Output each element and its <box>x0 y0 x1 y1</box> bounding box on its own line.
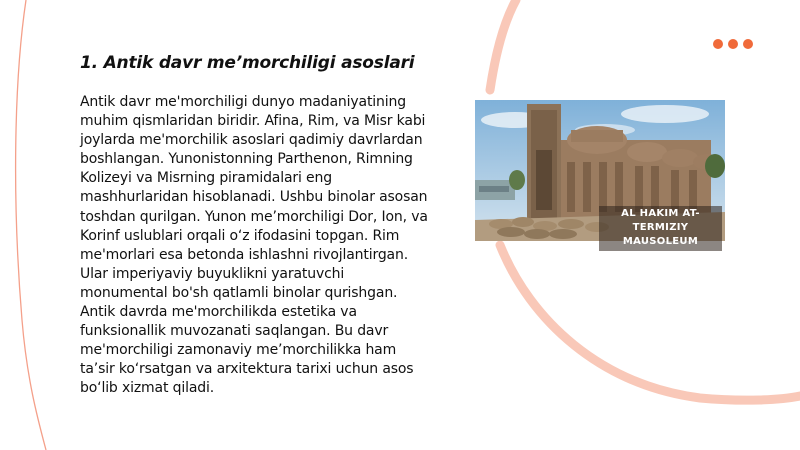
dot <box>713 39 723 49</box>
slide-title: 1. Antik davr me’morchiligi asoslari <box>80 53 415 73</box>
dot <box>728 39 738 49</box>
three-dots-icon[interactable] <box>713 39 753 49</box>
photo-caption: AL HAKIM AT-TERMIZIY MAUSOLEUM <box>599 206 722 251</box>
slide-body-text: Antik davr me'morchiligi dunyo madaniyatining muhim qismlaridan biridir. Afina, Rim, va Misr kabi joylarda me'morchilik asoslari qadimiy davrlardan boshlangan. Yunonistonning Parthenon, Rimning Kolizeyi va Misrning piramidalari eng mashhurlaridan hisoblanadi. Ushbu binolar asosan toshdan qurilgan. Yunon me’morchiligi Dor, Ion, va Korinf uslublari orqali o‘z ifodasini topgan. Rim me'morlari esa betonda ishlashni rivojlantirgan. Ular imperiyaviy buyuklikni yaratuvchi monumental bo'sh qatlamli binolar qurishgan. Antik davrda me'morchilikda estetika va funksionallik muvozanati saqlangan. Bu davr me'morchiligi zamonaviy me’morchilikka ham ta’sir ko‘rsatgan va arxitektura tarixi uchun asos bo‘lib xizmat qiladi. <box>80 94 428 397</box>
dot <box>743 39 753 49</box>
